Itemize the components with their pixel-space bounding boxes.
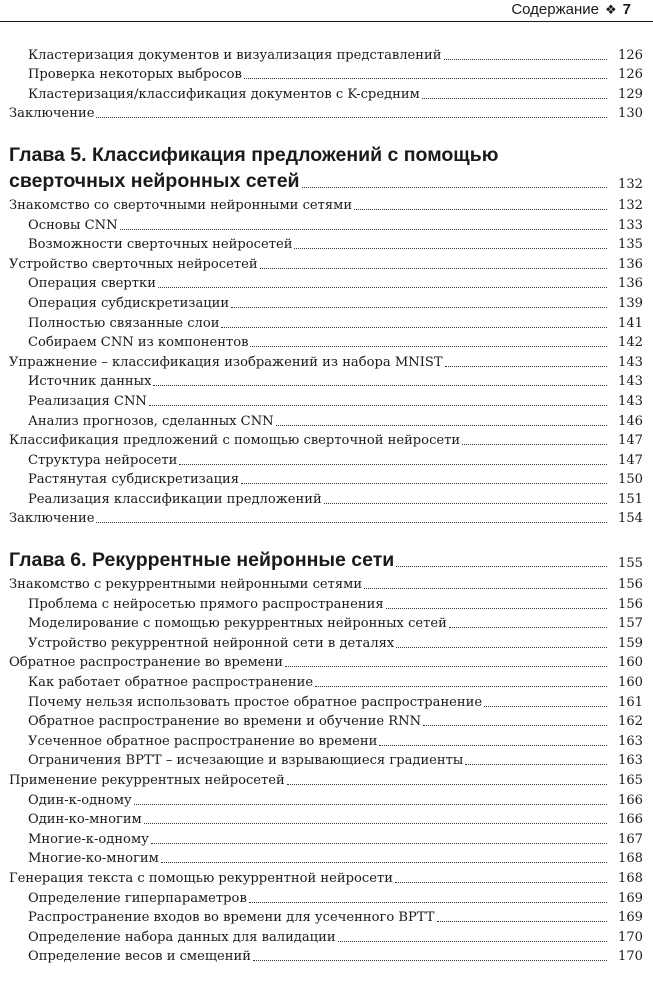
- toc-entry[interactable]: [9, 508, 643, 528]
- toc-block-chapter4-end: [9, 44, 643, 122]
- toc-entry-page: 163: [618, 733, 643, 749]
- toc-entry-page: 170: [618, 949, 643, 965]
- dot-leader: [149, 405, 607, 406]
- toc-entry[interactable]: [9, 194, 643, 214]
- toc-entry-page: 163: [618, 753, 643, 769]
- toc-entry-title: Многие-к-одному: [28, 831, 149, 847]
- header-content: [511, 1, 631, 19]
- toc-entry-page: 151: [618, 491, 643, 507]
- toc-entry-page: 150: [618, 472, 643, 488]
- toc-subentry[interactable]: [9, 234, 643, 254]
- toc-subentry[interactable]: [9, 632, 643, 652]
- dot-leader: [287, 784, 607, 785]
- chapter-6-title-row: [9, 547, 643, 573]
- toc-subentry[interactable]: [9, 926, 643, 946]
- toc-entry-title: Устройство сверточных нейросетей: [9, 256, 258, 272]
- chapter-5-title-line2: сверточных нейронных сетей: [9, 170, 300, 193]
- toc-entry[interactable]: [9, 652, 643, 672]
- toc-subentry[interactable]: [9, 671, 643, 691]
- dot-leader: [250, 346, 607, 347]
- toc-entry-title: Обратное распространение во времени и обучение RNN: [28, 714, 422, 730]
- toc-entry-page: 147: [618, 433, 643, 449]
- dot-leader: [338, 941, 607, 942]
- toc-block-chapter6: [9, 573, 643, 965]
- toc-subentry[interactable]: [9, 469, 643, 489]
- header-page-number: 7: [622, 1, 631, 18]
- toc-entry-page: 126: [618, 67, 643, 83]
- dot-leader: [144, 823, 607, 824]
- toc-entry-page: 135: [618, 237, 643, 253]
- toc-entry-title: Знакомство с рекуррентными нейронными сетями: [9, 577, 363, 593]
- toc-entry-title: Определение набора данных для валидации: [28, 929, 336, 945]
- toc-entry-title: Структура нейросети: [28, 452, 178, 468]
- toc-entry-title: Как работает обратное распространение: [28, 675, 314, 691]
- dot-leader: [423, 725, 607, 726]
- toc-entry-title: Почему нельзя использовать простое обратное распространение: [28, 694, 483, 710]
- toc-subentry[interactable]: [9, 332, 643, 352]
- dot-leader: [253, 960, 607, 961]
- toc-entry-page: 130: [618, 106, 643, 122]
- toc-entry[interactable]: [9, 351, 643, 371]
- dot-leader: [445, 366, 607, 367]
- toc-entry-title: Генерация текста с помощью рекуррентной нейросети: [9, 870, 393, 886]
- toc-entry-title: Проверка некоторых выбросов: [28, 67, 242, 83]
- dot-leader: [395, 882, 607, 883]
- toc-entry-page: 136: [618, 256, 643, 272]
- toc-entry-title: Основы CNN: [28, 217, 118, 233]
- toc-entry-title: Обратное распространение во времени: [9, 655, 283, 671]
- toc-entry-page: 132: [618, 197, 643, 213]
- toc-entry-title: Ограничения BPTT – исчезающие и взрывающиеся градиенты: [28, 753, 464, 769]
- dot-leader: [294, 248, 607, 249]
- dot-leader: [276, 425, 607, 426]
- toc-subentry[interactable]: [9, 789, 643, 809]
- chapter-5-title-row: [9, 168, 643, 194]
- toc-subentry[interactable]: [9, 691, 643, 711]
- toc-entry-page: 160: [618, 655, 643, 671]
- chapter-5-page: 132: [618, 177, 643, 193]
- toc-entry-page: 169: [618, 890, 643, 906]
- toc-entry-title: Классификация предложений с помощью сверточной нейросети: [9, 433, 461, 449]
- toc-entry-title: Реализация классификации предложений: [28, 491, 322, 507]
- dot-leader: [315, 686, 607, 687]
- toc-entry[interactable]: [9, 867, 643, 887]
- toc-entry-page: 143: [618, 354, 643, 370]
- dot-leader: [302, 187, 607, 188]
- toc-entry-page: 166: [618, 812, 643, 828]
- toc-subentry[interactable]: [9, 390, 643, 410]
- toc-entry-page: 159: [618, 635, 643, 651]
- dot-leader: [396, 566, 607, 567]
- dot-leader: [396, 647, 607, 648]
- dot-leader: [153, 385, 607, 386]
- toc-entry-title: Определение весов и смещений: [28, 949, 251, 965]
- toc-entry-title: Устройство рекуррентной нейронной сети в деталях: [28, 635, 395, 651]
- toc-entry-page: 136: [618, 276, 643, 292]
- toc-block-chapter5: [9, 194, 643, 527]
- toc-entry-title: Источник данных: [28, 374, 152, 390]
- dot-leader: [449, 627, 607, 628]
- dot-leader: [324, 503, 607, 504]
- toc-entry-title: Собираем CNN из компонентов: [28, 335, 249, 351]
- dot-leader: [120, 229, 607, 230]
- toc-entry[interactable]: [9, 769, 643, 789]
- toc-subentry[interactable]: [9, 44, 643, 64]
- toc-entry-page: 146: [618, 413, 643, 429]
- dot-leader: [221, 327, 607, 328]
- toc-subentry[interactable]: [9, 907, 643, 927]
- toc-subentry[interactable]: [9, 488, 643, 508]
- toc-entry-title: Распространение входов во времени для усеченного BPTT: [28, 910, 435, 926]
- dot-leader: [179, 464, 607, 465]
- chapter-5-heading[interactable]: [9, 142, 643, 194]
- toc-entry-page: 160: [618, 675, 643, 691]
- toc-entry-title: Усеченное обратное распространение во времени: [28, 733, 378, 749]
- toc-entry-title: Реализация CNN: [28, 393, 147, 409]
- running-header: [0, 0, 653, 22]
- toc-entry-page: 154: [618, 511, 643, 527]
- toc-subentry[interactable]: [9, 410, 643, 430]
- toc-entry-page: 156: [618, 596, 643, 612]
- dot-leader: [465, 764, 607, 765]
- header-section-title: Содержание: [511, 1, 599, 18]
- toc-entry-title: Моделирование с помощью рекуррентных нейронных сетей: [28, 616, 447, 632]
- toc-entry-title: Операция свертки: [28, 276, 156, 292]
- dot-leader: [161, 862, 607, 863]
- toc-entry-page: 126: [618, 47, 643, 63]
- toc-entry-page: 129: [618, 86, 643, 102]
- toc-subentry[interactable]: [9, 273, 643, 293]
- toc-entry-title: Многие-ко-многим: [28, 851, 159, 867]
- toc-subentry[interactable]: [9, 809, 643, 829]
- dot-leader: [354, 209, 607, 210]
- dot-leader: [484, 706, 607, 707]
- table-of-contents: [9, 44, 643, 965]
- toc-entry-title: Применение рекуррентных нейросетей: [9, 773, 285, 788]
- toc-entry-page: 170: [618, 929, 643, 945]
- toc-entry-page: 161: [618, 694, 643, 710]
- dot-leader: [462, 444, 607, 445]
- chapter-6-title: Глава 6. Рекуррентные нейронные сети: [9, 549, 395, 572]
- dot-leader: [158, 287, 607, 288]
- toc-entry-page: 168: [618, 851, 643, 867]
- dot-leader: [285, 666, 607, 667]
- toc-subentry[interactable]: [9, 887, 643, 907]
- toc-entry-title: Заключение: [9, 106, 95, 122]
- toc-entry-page: 169: [618, 910, 643, 926]
- toc-entry[interactable]: [9, 103, 643, 123]
- toc-entry-page: 156: [618, 577, 643, 593]
- toc-subentry[interactable]: [9, 64, 643, 84]
- toc-entry-page: 147: [618, 452, 643, 468]
- dot-leader: [96, 117, 607, 118]
- dot-leader: [96, 522, 607, 523]
- toc-entry-title: Растянутая субдискретизация: [28, 472, 240, 488]
- toc-entry-title: Упражнение – классификация изображений из набора MNIST: [9, 354, 443, 370]
- toc-entry-title: Возможности сверточных нейросетей: [28, 237, 293, 253]
- toc-entry-title: Проблема с нейросетью прямого распространения: [28, 596, 384, 612]
- toc-entry-title: Кластеризация/классификация документов с K-средним: [28, 86, 420, 102]
- dot-leader: [379, 745, 607, 746]
- toc-entry-title: Полностью связанные слои: [28, 315, 220, 331]
- toc-entry[interactable]: [9, 253, 643, 273]
- toc-subentry[interactable]: [9, 312, 643, 332]
- toc-entry-page: 139: [618, 295, 643, 311]
- toc-entry-title: Один-ко-многим: [28, 812, 142, 828]
- toc-subentry[interactable]: [9, 750, 643, 770]
- dot-leader: [422, 98, 607, 99]
- toc-entry-page: 143: [618, 393, 643, 409]
- toc-entry-page: 157: [618, 616, 643, 632]
- dot-leader: [241, 483, 607, 484]
- toc-entry[interactable]: [9, 430, 643, 450]
- chapter-5-title-line1: Глава 5. Классификация предложений с помощью: [9, 144, 499, 167]
- toc-entry-page: 162: [618, 714, 643, 730]
- dot-leader: [386, 608, 607, 609]
- toc-subentry[interactable]: [9, 593, 643, 613]
- dot-leader: [231, 307, 607, 308]
- toc-subentry[interactable]: [9, 292, 643, 312]
- toc-entry-title: Кластеризация документов и визуализация представлений: [28, 47, 442, 63]
- dot-leader: [249, 902, 607, 903]
- header-ornament-icon: ❖: [605, 2, 617, 17]
- toc-entry-page: 143: [618, 374, 643, 390]
- toc-entry-page: 165: [618, 773, 643, 788]
- toc-subentry[interactable]: [9, 83, 643, 103]
- toc-entry-page: 167: [618, 831, 643, 847]
- toc-entry-title: Анализ прогнозов, сделанных CNN: [28, 413, 274, 429]
- chapter-6-heading[interactable]: [9, 547, 643, 573]
- toc-entry-title: Знакомство со сверточными нейронными сетями: [9, 197, 353, 213]
- toc-entry-page: 133: [618, 217, 643, 233]
- toc-subentry[interactable]: [9, 711, 643, 731]
- toc-entry-page: 141: [618, 315, 643, 331]
- toc-subentry[interactable]: [9, 613, 643, 633]
- toc-subentry[interactable]: [9, 449, 643, 469]
- dot-leader: [134, 804, 607, 805]
- dot-leader: [151, 843, 607, 844]
- dot-leader: [244, 78, 607, 79]
- toc-entry-title: Операция субдискретизации: [28, 295, 230, 311]
- toc-subentry[interactable]: [9, 214, 643, 234]
- dot-leader: [260, 268, 607, 269]
- toc-subentry[interactable]: [9, 946, 643, 966]
- chapter-6-page: 155: [618, 556, 643, 572]
- toc-subentry[interactable]: [9, 828, 643, 848]
- toc-entry-page: 168: [618, 870, 643, 886]
- toc-entry-title: Заключение: [9, 511, 95, 527]
- toc-subentry[interactable]: [9, 730, 643, 750]
- toc-entry-title: Определение гиперпараметров: [28, 890, 247, 906]
- toc-subentry[interactable]: [9, 848, 643, 868]
- toc-entry[interactable]: [9, 573, 643, 593]
- toc-entry-title: Один-к-одному: [28, 792, 132, 808]
- toc-subentry[interactable]: [9, 371, 643, 391]
- toc-entry-page: 142: [618, 335, 643, 351]
- toc-entry-page: 166: [618, 792, 643, 808]
- dot-leader: [444, 59, 608, 60]
- dot-leader: [364, 588, 607, 589]
- dot-leader: [437, 921, 607, 922]
